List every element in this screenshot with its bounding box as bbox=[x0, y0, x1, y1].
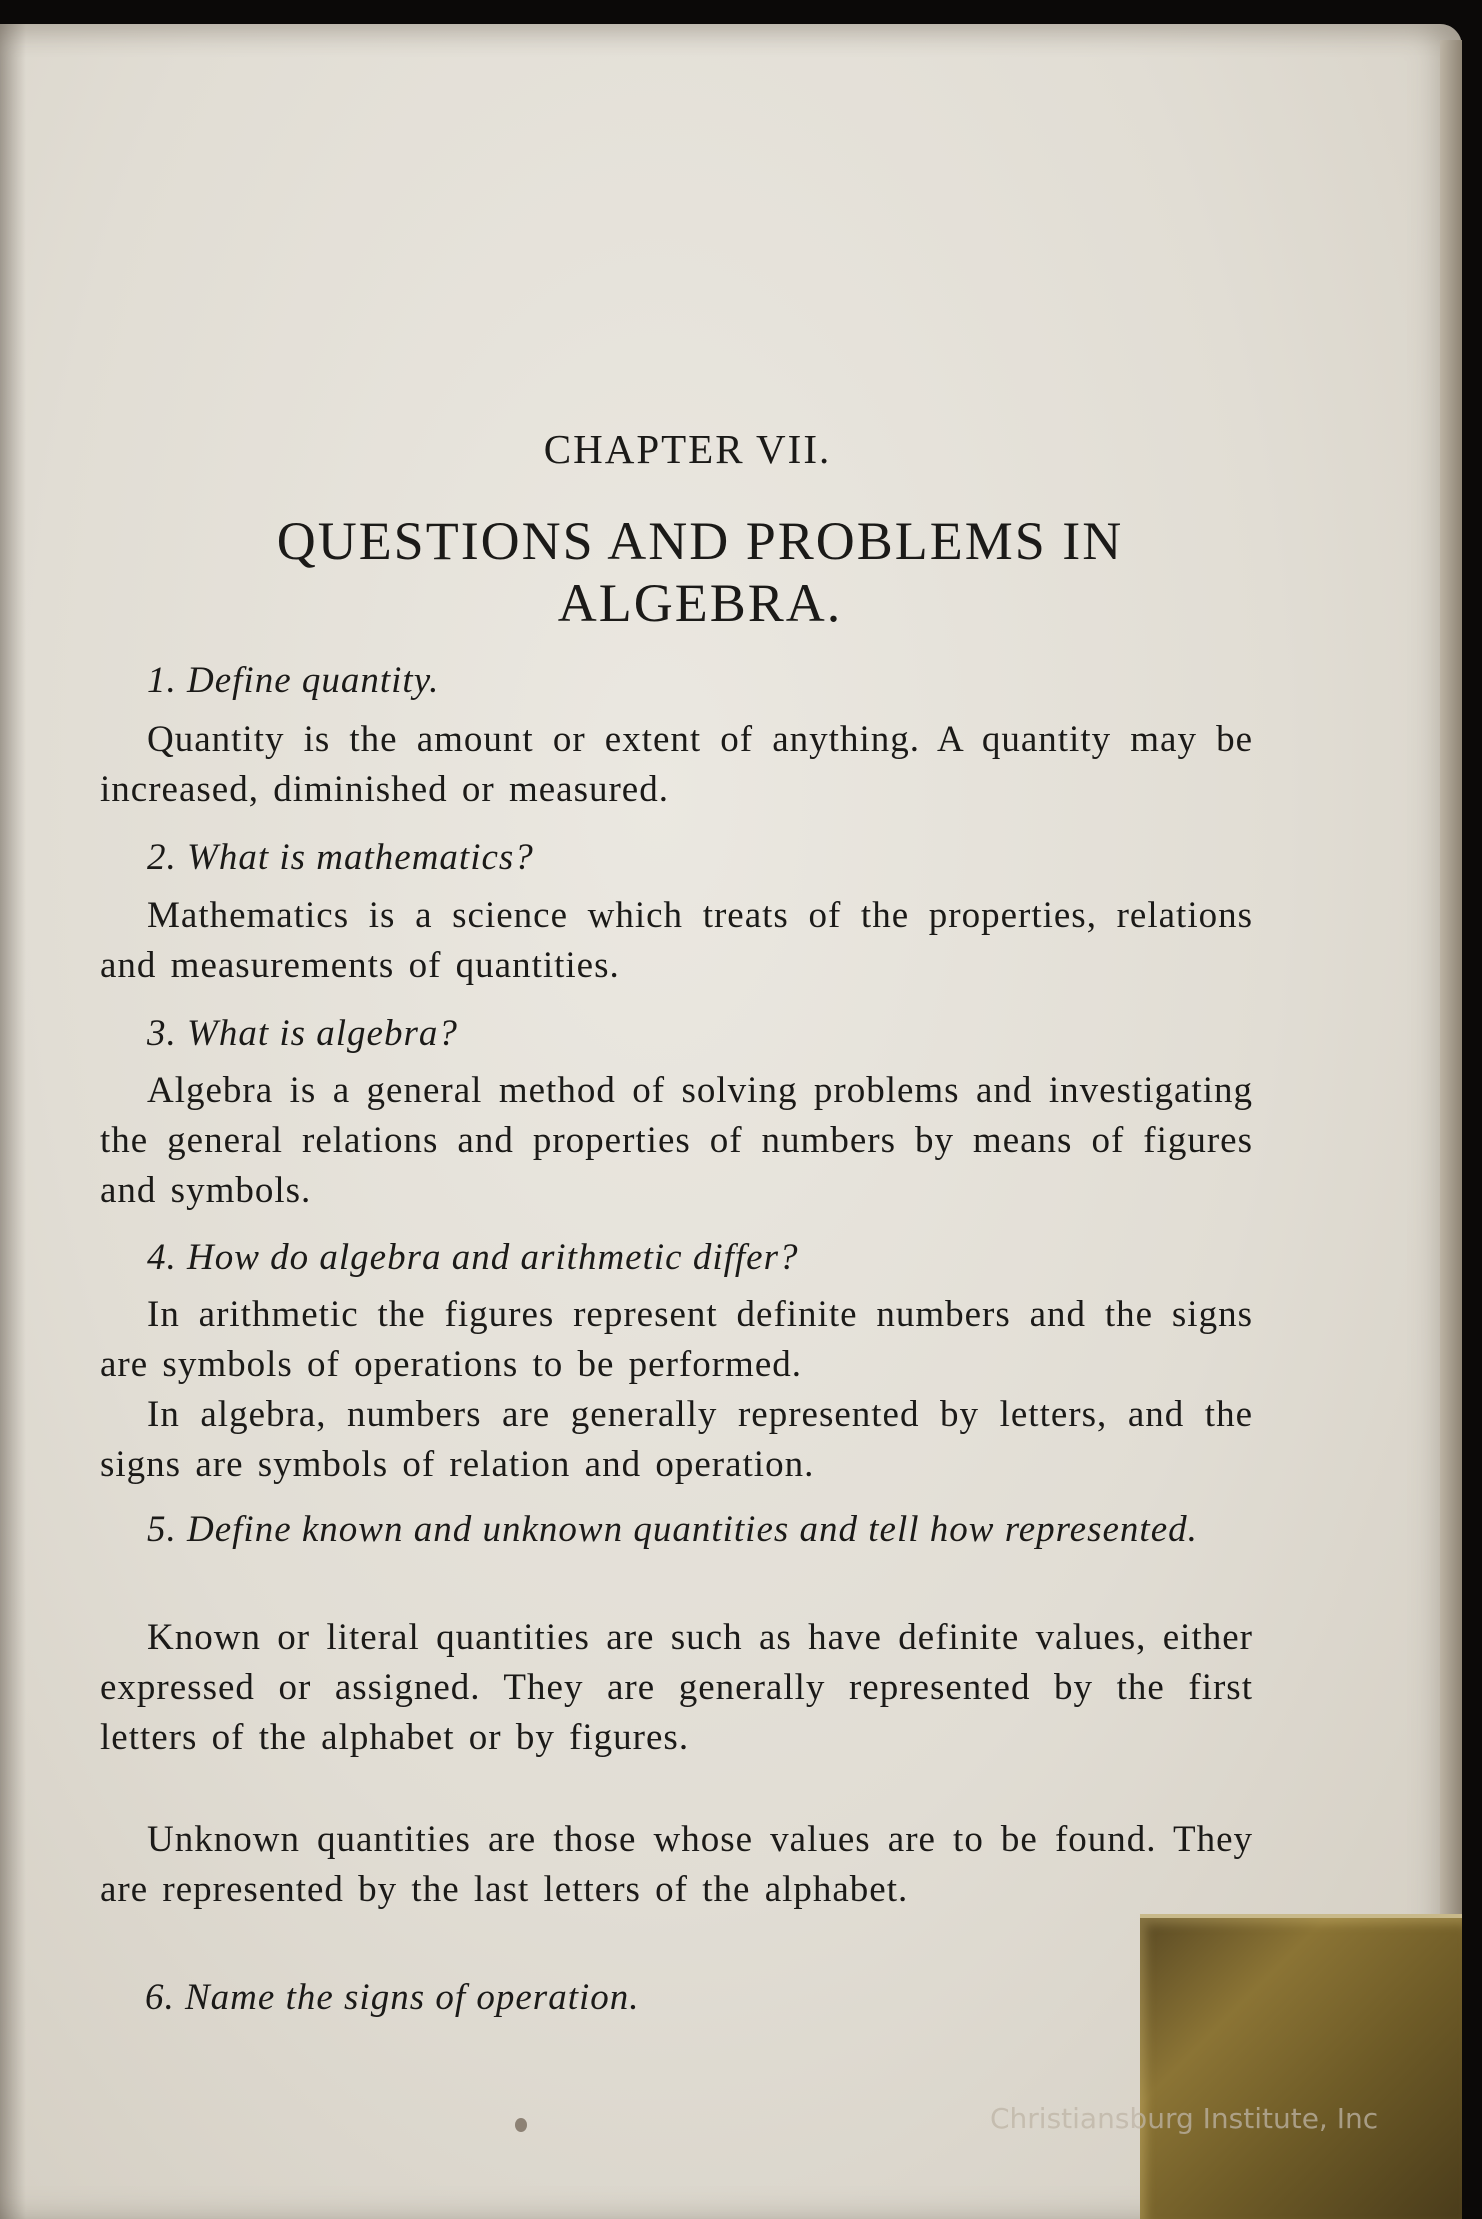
question-1: 1. Define quantity. bbox=[147, 660, 440, 701]
question-2: 2. What is mathematics? bbox=[147, 837, 534, 878]
title-line-1: QUESTIONS AND PROBLEMS IN bbox=[276, 511, 1124, 571]
answer-3: Algebra is a general method of solving problems and investigating the general relations and properties of numbers by means of figures and symbols. bbox=[100, 1070, 1253, 1211]
title-line-2: ALGEBRA. bbox=[557, 573, 843, 633]
question-6: 6. Name the signs of operation. bbox=[145, 1977, 640, 2018]
brass-bookmark bbox=[1140, 1918, 1462, 2219]
question-4: 4. How do algebra and arithmetic differ? bbox=[147, 1237, 799, 1278]
question-5: 5. Define known and unknown quantities and tell how represented. bbox=[147, 1509, 1198, 1550]
watermark: Christiansburg Institute, Inc bbox=[990, 2102, 1379, 2135]
answer-5a: Known or literal quantities are such as have definite values, either expressed or assigned. They are generally represented by the first letters of the alphabet or by figures. bbox=[100, 1617, 1253, 1758]
answer-4a: In arithmetic the figures represent definite numbers and the signs are symbols of operations to be performed. bbox=[100, 1294, 1253, 1385]
question-3: 3. What is algebra? bbox=[147, 1013, 458, 1054]
chapter-title bbox=[0, 510, 1400, 634]
answer-1: Quantity is the amount or extent of anything. A quantity may be increased, diminished or measured. bbox=[100, 719, 1253, 810]
answer-2: Mathematics is a science which treats of the properties, relations and measurements of quantities. bbox=[100, 895, 1253, 986]
chapter-heading: CHAPTER VII. bbox=[543, 426, 832, 472]
answer-5b: Unknown quantities are those whose values are to be found. They are represented by the last letters of the alphabet. bbox=[100, 1819, 1253, 1910]
paper-speck bbox=[515, 2118, 527, 2132]
answer-4b: In algebra, numbers are generally represented by letters, and the signs are symbols of relation and operation. bbox=[100, 1394, 1253, 1485]
